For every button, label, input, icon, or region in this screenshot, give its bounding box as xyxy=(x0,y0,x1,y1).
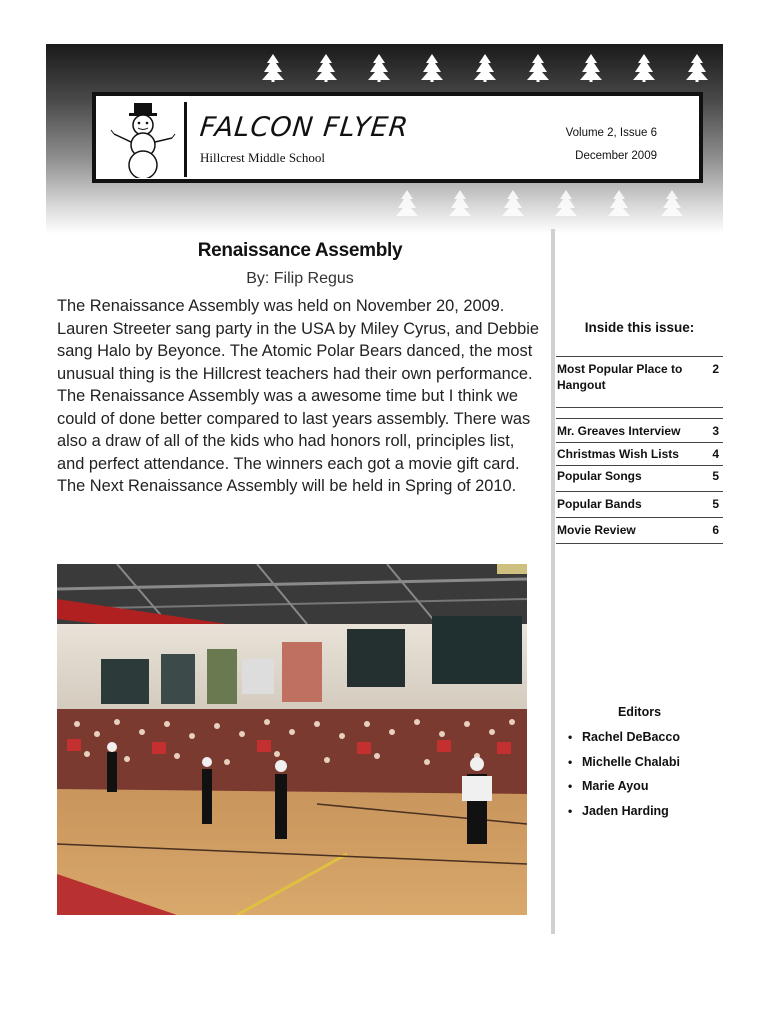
bullet-icon: • xyxy=(568,804,573,819)
editors-list xyxy=(568,728,680,827)
toc-bottom-rule xyxy=(556,543,723,544)
toc-item-label: Mr. Greaves Interview xyxy=(557,424,681,438)
article-title: Renaissance Assembly xyxy=(197,240,403,261)
tree-icon xyxy=(262,54,284,82)
tree-icon xyxy=(315,54,337,82)
tree-icon xyxy=(421,54,443,82)
editor-name: Michelle Chalabi xyxy=(582,754,680,769)
bullet-icon: • xyxy=(568,730,573,744)
toc-item-label: Movie Review xyxy=(557,523,636,537)
table-of-contents xyxy=(556,356,723,543)
volume-issue: Volume 2, Issue 6 xyxy=(565,127,657,139)
bullet-icon: • xyxy=(568,754,573,769)
editor-name: Jaden Harding xyxy=(582,804,669,819)
tree-icon xyxy=(555,190,577,218)
editor-name: Marie Ayou xyxy=(582,779,649,794)
tree-icon xyxy=(396,190,418,218)
toc-item-page: 5 xyxy=(712,469,719,483)
snowman-icon xyxy=(110,102,176,178)
toc-item[interactable] xyxy=(556,407,723,418)
toc-item-page: 2 xyxy=(712,362,719,376)
tree-icon xyxy=(633,54,655,82)
toc-item[interactable] xyxy=(556,517,723,543)
article-byline: By: Filip Regus xyxy=(246,270,354,287)
school-name: Hillcrest Middle School xyxy=(200,150,325,165)
toc-item-label: Popular Songs xyxy=(557,469,642,483)
toc-item-page: 5 xyxy=(712,497,719,511)
issue-date: December 2009 xyxy=(575,150,657,162)
toc-item[interactable] xyxy=(556,465,723,491)
editor-item xyxy=(568,802,680,827)
toc-item-page: 3 xyxy=(712,424,719,438)
tree-icon xyxy=(474,54,496,82)
tree-icon xyxy=(368,54,390,82)
newsletter-title: FALCON FLYER xyxy=(198,112,411,143)
toc-item[interactable] xyxy=(556,418,723,442)
editor-item xyxy=(568,777,680,802)
masthead-divider xyxy=(184,102,187,177)
inside-issue-heading: Inside this issue: xyxy=(584,320,695,335)
article-body: The Renaissance Assembly was held on November 20, 2009. Lauren Streeter sang party in the USA by Miley Cyrus, and Debbie sang Halo by Beyonce. The Atomic Polar Bears danced, the most unusual thing is the Hillcrest teachers had their own performance. The Renaissance Assembly was a awesome time but I think we could of done better compared to last years assembly. There was also a draw of all of the kids who had honors roll, principles list, and perfect attendance. The winners each got a movie gift card. The Next Renaissance Assembly will be held in Spring of 2010. xyxy=(57,297,539,495)
toc-item-label: Most Popular Place to Hangout xyxy=(557,362,683,392)
toc-item[interactable] xyxy=(556,356,723,407)
toc-item-label: Popular Bands xyxy=(557,497,642,511)
editor-item xyxy=(568,728,680,753)
toc-item-page: 6 xyxy=(712,523,719,537)
tree-icon xyxy=(686,54,708,82)
tree-icon xyxy=(449,190,471,218)
sidebar-divider xyxy=(551,229,555,934)
tree-icon xyxy=(661,190,683,218)
tree-icon xyxy=(580,54,602,82)
assembly-photo xyxy=(57,564,527,915)
toc-item[interactable] xyxy=(556,491,723,517)
editor-item xyxy=(568,753,680,778)
bullet-icon: • xyxy=(568,779,573,794)
toc-item-page: 4 xyxy=(712,447,719,461)
toc-item[interactable] xyxy=(556,442,723,465)
toc-item-label: Christmas Wish Lists xyxy=(557,447,679,461)
editor-name: Rachel DeBacco xyxy=(582,730,680,744)
tree-icon xyxy=(502,190,524,218)
tree-row-top xyxy=(46,54,723,84)
masthead xyxy=(92,92,703,183)
tree-icon xyxy=(608,190,630,218)
tree-icon xyxy=(527,54,549,82)
tree-row-bottom xyxy=(46,190,723,220)
editors-heading: Editors xyxy=(617,705,662,719)
